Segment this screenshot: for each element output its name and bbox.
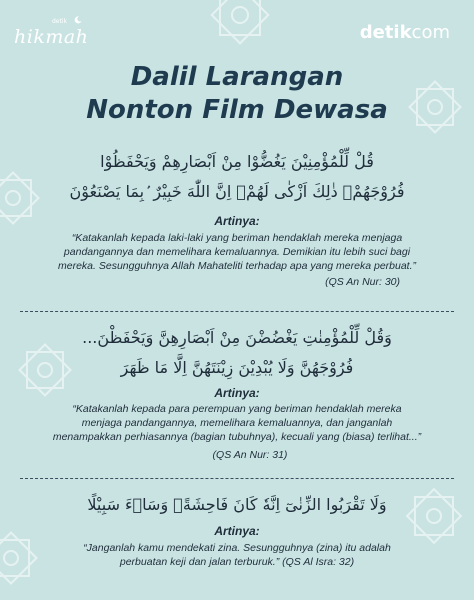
translation-1-line3: mereka. Sesungguhnya Allah Mahateliti terhadap apa yang mereka perbuat.” — [58, 260, 416, 272]
translation-2-line2: menjaga pandangannya, memelihara kemaluannya, dan janganlah — [81, 417, 393, 429]
divider-2 — [20, 478, 454, 479]
moon-icon — [74, 16, 82, 24]
detikcom-logo — [360, 22, 450, 43]
page-title-line2: Nonton Film Dewasa — [86, 95, 388, 125]
translation-2-line1: “Katakanlah kepada para perempuan yang beriman hendaklah mereka — [72, 403, 402, 415]
translation-1-line1: “Katakanlah kepada laki-laki yang beriman hendaklah mereka menjaga — [71, 232, 403, 244]
hikmah-logo-main: hikmah — [14, 26, 89, 48]
detikcom-logo-bold: detik — [359, 22, 412, 43]
reference-2: (QS An Nur: 31) — [212, 449, 288, 461]
arabic-verse-1-line1: قُلْ لِّلْمُؤْمِنِيْنَ يَغُضُّوْا مِنْ اَبْصَارِهِمْ وَيَحْفَظُوْا — [100, 152, 374, 171]
translation-3-line2: perbuatan keji dan jalan terburuk.” (QS Al Isra: 32) — [119, 556, 355, 568]
divider-1 — [20, 311, 454, 312]
arabic-verse-1-line2: فُرُوْجَهُمْۗ ذٰلِكَ اَزْكٰى لَهُمْۗ اِنَّ اللّٰهَ خَبِيْرٌ ۢبِمَا يَصْنَعُوْنَ — [69, 182, 405, 201]
arabic-verse-2-line1: وَقُلْ لِّلْمُؤْمِنٰتِ يَغْضُضْنَ مِنْ اَبْصَارِهِنَّ وَيَحْفَظْنَ... — [82, 328, 392, 347]
ornament-star-top — [195, 0, 285, 60]
artinya-label-1: Artinya: — [214, 214, 260, 228]
detikcom-logo-thin: com — [411, 22, 450, 43]
arabic-verse-3-line1: وَلَا تَقْرَبُوا الزِّنٰىٓ اِنَّهٗ كَانَ فَاحِشَةًۗ وَسَاۤءَ سَبِيْلًا — [87, 495, 387, 514]
translation-2-line3: menampakkan perhiasannya (bagian tubuhnya), kecuali yang (biasa) terlihat...” — [52, 431, 422, 443]
hikmah-logo-small: detik — [52, 18, 67, 25]
translation-1-line2: pandangannya dan memelihara kemaluannya. Demikian itu lebih suci bagi — [63, 246, 411, 258]
artinya-label-3: Artinya: — [214, 524, 260, 538]
reference-1: (QS An Nur: 30) — [325, 276, 400, 288]
hikmah-logo — [14, 18, 89, 48]
page-title-line1: Dalil Larangan — [130, 62, 344, 92]
arabic-verse-2-line2: فُرُوْجَهُنَّ وَلَا يُبْدِيْنَ زِيْنَتَهُنَّ اِلَّا مَا ظَهَرَ — [120, 358, 354, 377]
artinya-label-2: Artinya: — [214, 386, 260, 400]
translation-3-line1: “Janganlah kamu mendekati zina. Sesungguhnya (zina) itu adalah — [83, 542, 391, 554]
